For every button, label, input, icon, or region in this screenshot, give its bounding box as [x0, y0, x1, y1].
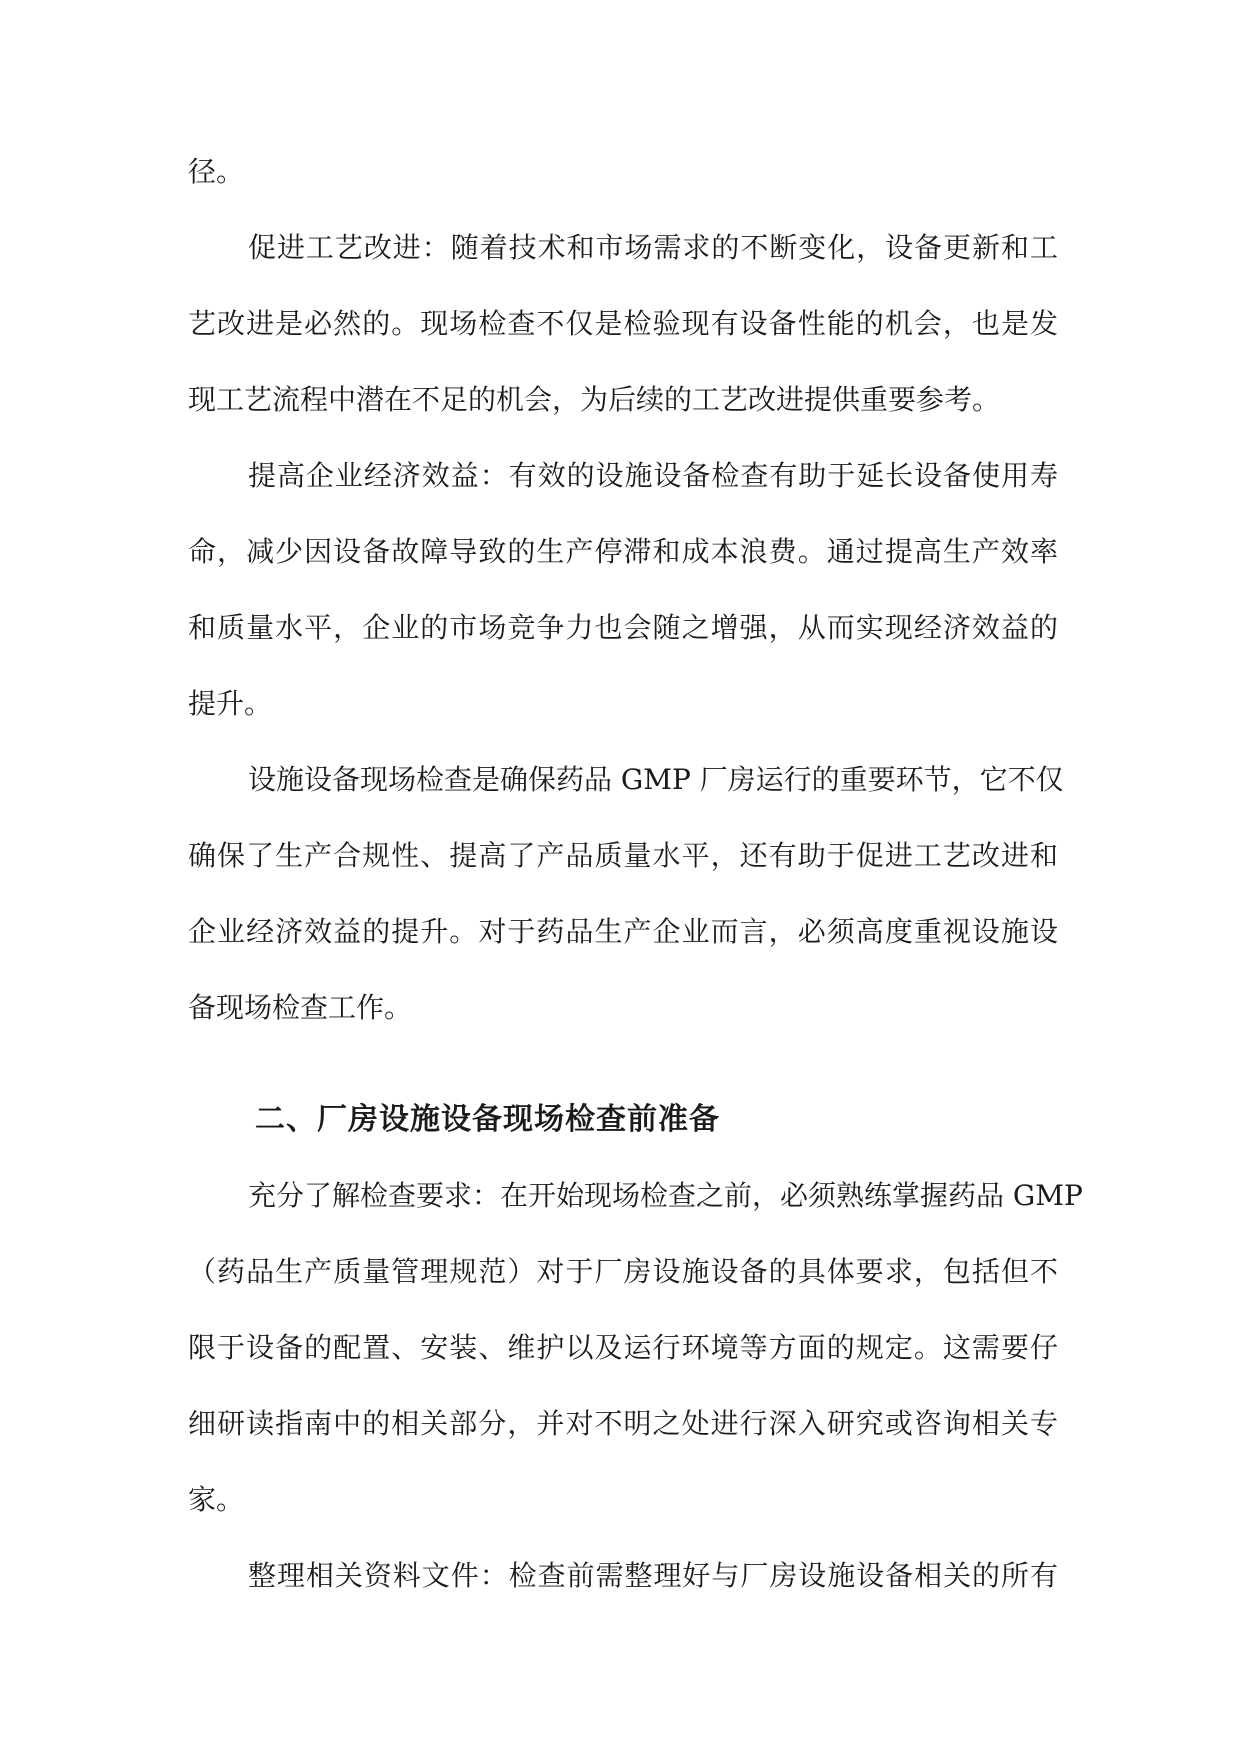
paragraph-line: 企业经济效益的提升。对于药品生产企业而言，必须高度重视设施设: [188, 915, 1058, 948]
paragraph-line: 细研读指南中的相关部分，并对不明之处进行深入研究或咨询相关专: [188, 1407, 1058, 1440]
paragraph-line-continuation: 径。: [188, 155, 245, 188]
paragraph-line: 和质量水平，企业的市场竞争力也会随之增强，从而实现经济效益的: [188, 611, 1058, 644]
paragraph-line: 整理相关资料文件：检查前需整理好与厂房设施设备相关的所有: [248, 1559, 1058, 1592]
paragraph-line: 家。: [188, 1483, 245, 1516]
section-heading: 二、厂房设施设备现场检查前准备: [255, 1102, 720, 1137]
paragraph-line: 确保了生产合规性、提高了产品质量水平，还有助于促进工艺改进和: [188, 839, 1058, 872]
paragraph-line: 促进工艺改进：随着技术和市场需求的不断变化，设备更新和工: [248, 231, 1058, 264]
paragraph-line: 艺改进是必然的。现场检查不仅是检验现有设备性能的机会，也是发: [188, 307, 1058, 340]
paragraph-line: 提高企业经济效益：有效的设施设备检查有助于延长设备使用寿: [248, 459, 1058, 492]
paragraph-line: 现工艺流程中潜在不足的机会，为后续的工艺改进提供重要参考。: [188, 383, 1001, 416]
paragraph-line: 设施设备现场检查是确保药品 GMP 厂房运行的重要环节，它不仅: [248, 763, 1064, 796]
paragraph-line: 限于设备的配置、安装、维护以及运行环境等方面的规定。这需要仔: [188, 1331, 1058, 1364]
paragraph-line: （药品生产质量管理规范）对于厂房设施设备的具体要求，包括但不: [188, 1255, 1058, 1288]
paragraph-line: 备现场检查工作。: [188, 991, 413, 1024]
paragraph-line: 充分了解检查要求：在开始现场检查之前，必须熟练掌握药品 GMP: [248, 1179, 1083, 1212]
paragraph-line: 提升。: [188, 687, 273, 720]
paragraph-line: 命，减少因设备故障导致的生产停滞和成本浪费。通过提高生产效率: [188, 535, 1058, 568]
